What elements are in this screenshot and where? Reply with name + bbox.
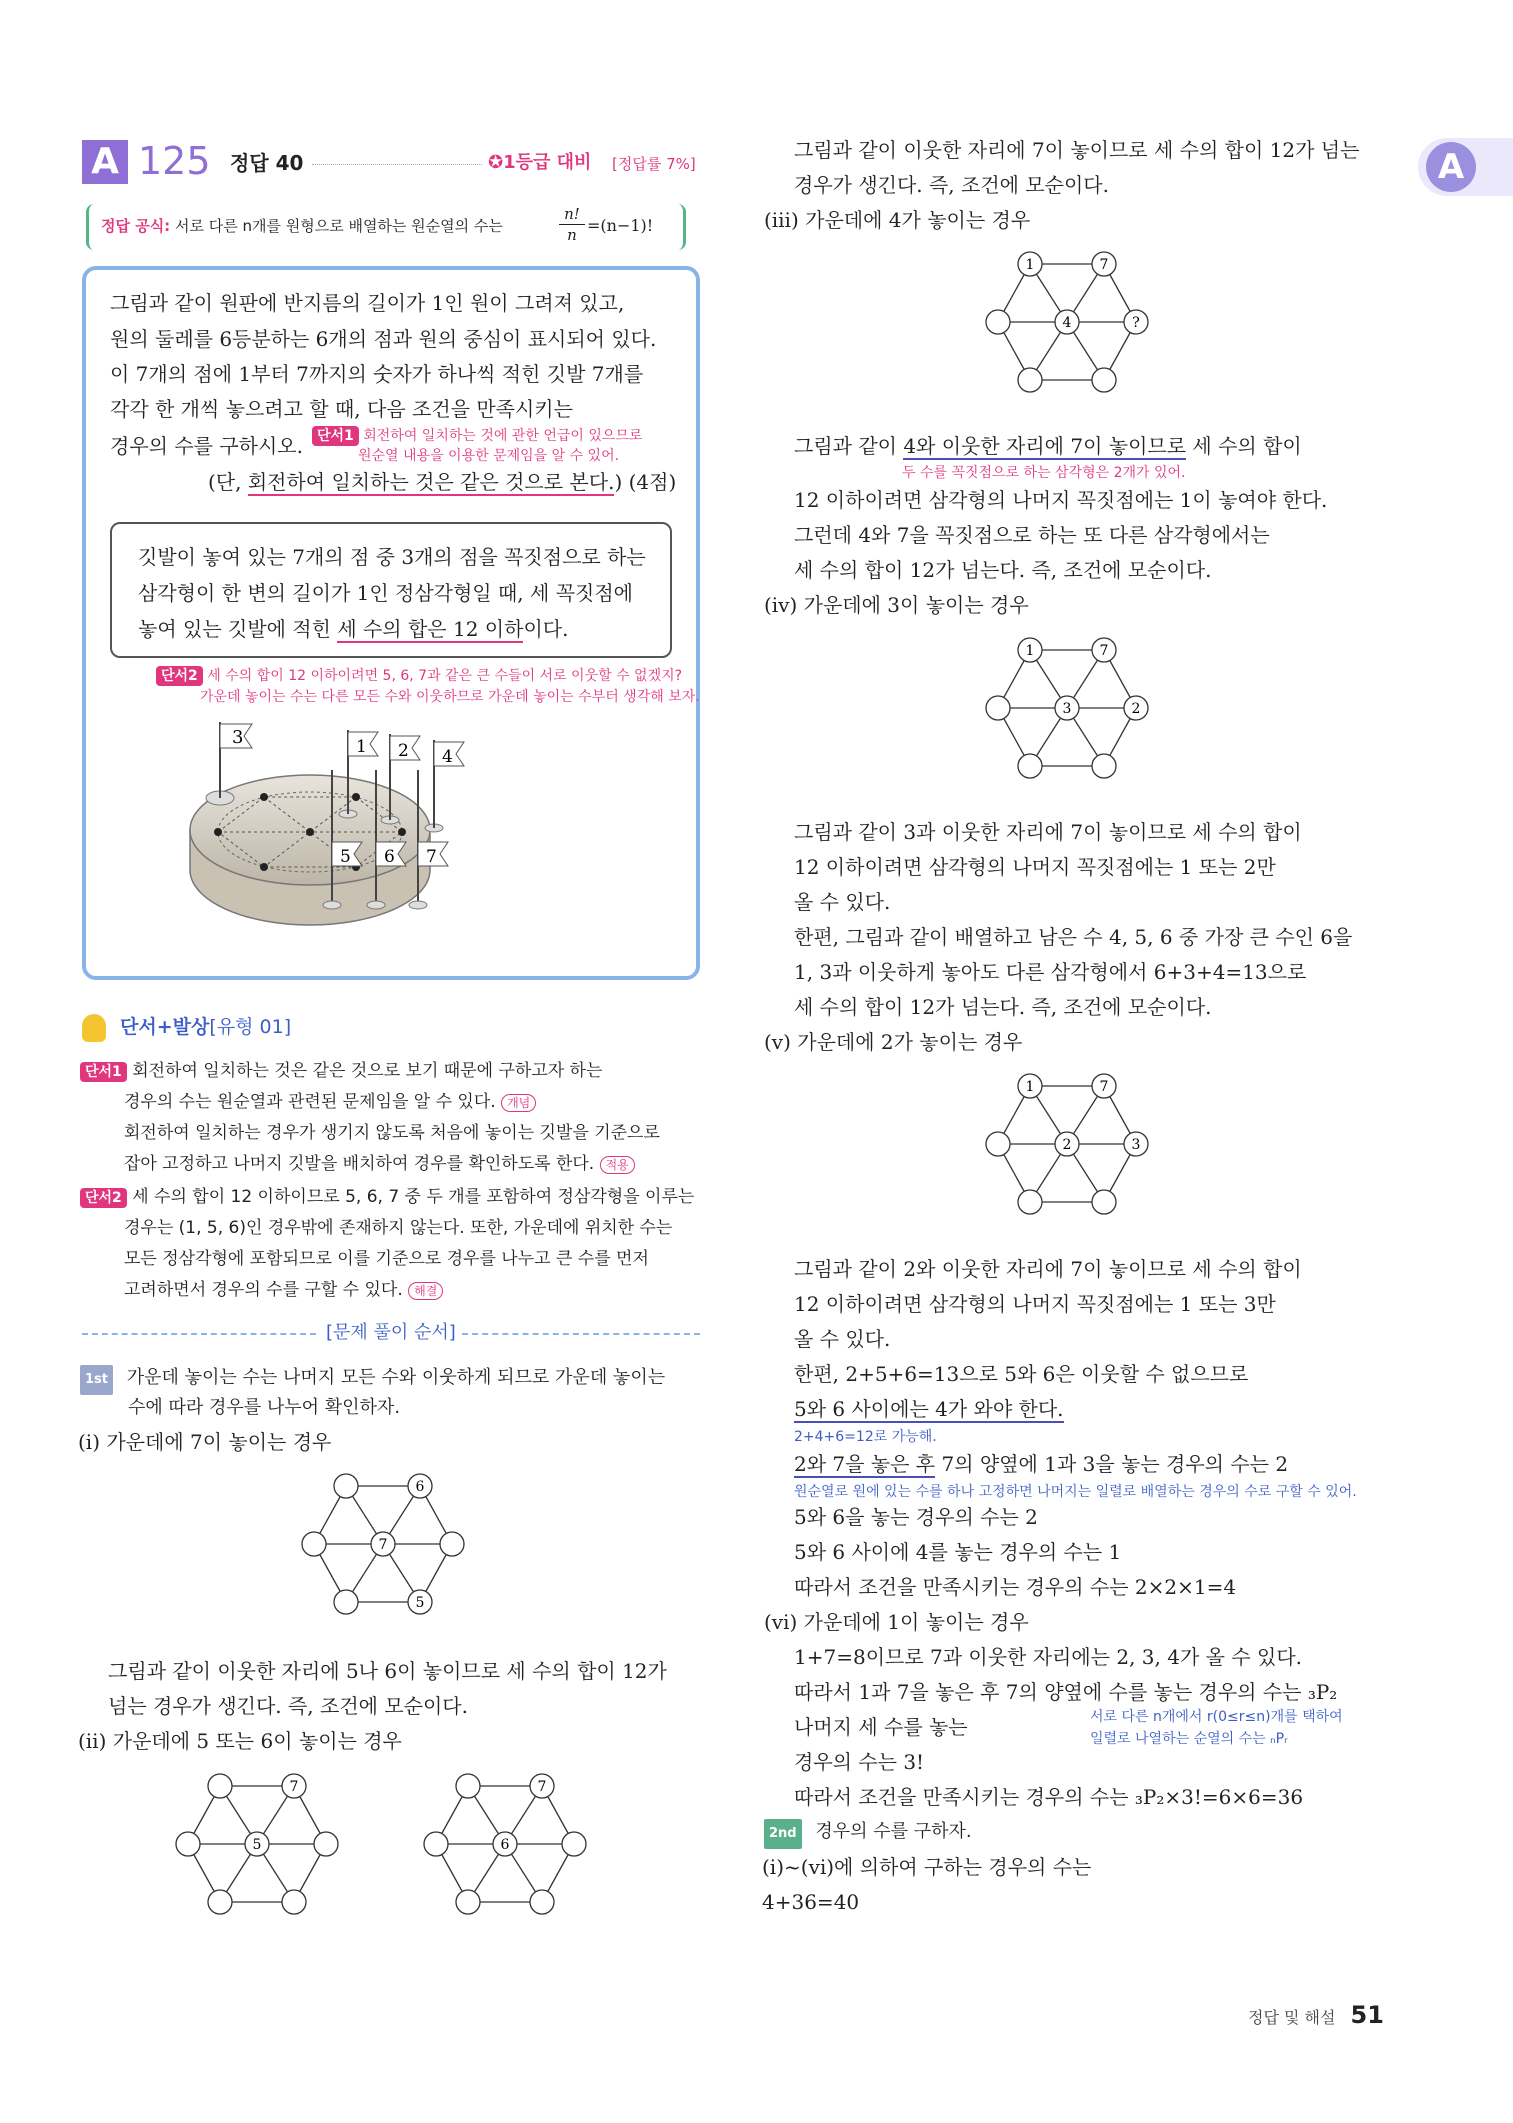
case5-rest-1: 5와 6을 놓는 경우의 수는 2 <box>794 1505 1038 1529</box>
case6-line3: 나머지 세 수를 놓는 <box>794 1715 968 1739</box>
analysis-h2-line4: 고려하면서 경우의 수를 구할 수 있다. 해결 <box>124 1277 443 1303</box>
diagram-case2a <box>172 1770 356 1930</box>
flag-4: 4 <box>442 747 453 767</box>
problem-line-2: 원의 둘레를 6등분하는 6개의 점과 원의 중심이 표시되어 있다. <box>110 327 657 351</box>
diagram-node-label: 7 <box>537 1779 547 1795</box>
flag-5: 5 <box>340 847 351 867</box>
diagram-node <box>440 1532 464 1556</box>
formula-label: 정답 공식: <box>101 217 171 235</box>
diagram-node <box>334 1590 358 1614</box>
diagram-node-label: 4 <box>1062 315 1072 331</box>
flag-3: 3 <box>232 727 244 748</box>
problem-condition: (단, 회전하여 일치하는 것은 같은 것으로 본다.) (4점) <box>208 470 677 494</box>
diagram-node <box>456 1774 480 1798</box>
problem-header <box>82 138 702 184</box>
step1-badge: 1st <box>80 1365 113 1395</box>
analysis-h2-line3: 모든 정삼각형에 포함되므로 이를 기준으로 경우를 나누고 큰 수를 먼저 <box>124 1249 649 1269</box>
diagram-node-label: ? <box>1132 315 1140 331</box>
case2-title: (ⅱ) 가운데에 5 또는 6이 놓이는 경우 <box>78 1729 402 1753</box>
tag-concept: 개념 <box>501 1094 536 1112</box>
case5-ul2: 2와 7을 놓은 후 7의 양옆에 1과 3을 놓는 경우의 수는 2 <box>794 1452 1289 1476</box>
flag-6: 6 <box>384 847 395 867</box>
case6-line4: 경우의 수는 3! <box>794 1750 925 1774</box>
case3-title: (ⅲ) 가운데에 4가 놓이는 경우 <box>764 208 1031 232</box>
case6-line1: 1+7=8이므로 7과 이웃한 자리에는 2, 3, 4가 올 수 있다. <box>794 1645 1302 1669</box>
hint1-line1: 회전하여 일치하는 것에 관한 언급이 있으므로 <box>363 428 643 444</box>
diagram-case2b <box>420 1770 604 1930</box>
diagram-node <box>208 1890 232 1914</box>
diagram-node-label: 3 <box>1062 701 1072 717</box>
case5-note2: 원순열로 원에 있는 수를 하나 고정하면 나머지는 일렬로 배열하는 경우의 수로 구할 수 있어. <box>794 1484 1357 1500</box>
order-divider-left <box>82 1333 316 1335</box>
problem-line-4: 각각 한 개씩 놓으려고 할 때, 다음 조건을 만족시키는 <box>110 397 573 421</box>
tag-apply: 적용 <box>600 1156 635 1174</box>
analysis-h1-line3: 회전하여 일치하는 경우가 생기지 않도록 처음에 놓이는 깃발을 기준으로 <box>124 1123 660 1143</box>
diagram-node <box>530 1774 554 1798</box>
case4-text-2: 12 이하이려면 삼각형의 나머지 꼭짓점에는 1 또는 2만 <box>794 855 1276 879</box>
diagram-node <box>1018 1074 1042 1098</box>
disk-illustration <box>170 710 620 960</box>
diagram-node <box>314 1832 338 1856</box>
case5-text-1: 그림과 같이 2와 이웃한 자리에 7이 놓이므로 세 수의 합이 <box>794 1257 1302 1281</box>
diagram-node-label: 1 <box>1025 257 1035 273</box>
bulb-icon <box>82 1014 106 1042</box>
analysis-title: 단서+발상[유형 01] <box>82 1012 291 1042</box>
formula-text: 서로 다른 n개를 원형으로 배열하는 원순열의 수는 <box>174 217 503 235</box>
diagram-node <box>1092 638 1116 662</box>
grade-label: ✪1등급 대비 <box>488 152 592 173</box>
diagram-node <box>302 1532 326 1556</box>
diagram-node-label: 2 <box>1062 1137 1072 1153</box>
final-line-2: 4+36=40 <box>762 1890 860 1914</box>
diagram-node <box>408 1474 432 1498</box>
side-tab <box>1418 138 1513 196</box>
diagram-case4 <box>982 634 1166 794</box>
diagram-node-label: 1 <box>1025 643 1035 659</box>
case5-text-3: 올 수 있다. <box>794 1327 891 1351</box>
case3-note: 두 수를 꼭짓점으로 하는 삼각형은 2개가 있어. <box>902 465 1186 481</box>
diagram-node-label: 3 <box>1131 1137 1141 1153</box>
case6-line5: 따라서 조건을 만족시키는 경우의 수는 ₃P₂×3!=6×6=36 <box>794 1785 1304 1809</box>
diagram-case1 <box>298 1470 482 1630</box>
analysis-h2-line1: 단서2 세 수의 합이 12 이하이므로 5, 6, 7 중 두 개를 포함하여 정삼각형을 이루는 <box>80 1184 694 1210</box>
step2: 2nd 경우의 수를 구하자. <box>764 1818 972 1849</box>
case5-rest-2: 5와 6 사이에 4를 놓는 경우의 수는 1 <box>794 1540 1122 1564</box>
case6-line2: 따라서 1과 7을 놓은 후 7의 양옆에 수를 놓는 경우의 수는 ₃P₂ <box>794 1680 1338 1704</box>
problem-line-1: 그림과 같이 원판에 반지름의 길이가 1인 원이 그려져 있고, <box>110 291 625 315</box>
diagram-node <box>1092 368 1116 392</box>
diagram-node-label: 5 <box>415 1595 425 1611</box>
order-title: [문제 풀이 순서] <box>326 1322 456 1343</box>
case4-text-3: 올 수 있다. <box>794 890 891 914</box>
case6-note1: 서로 다른 n개에서 r(0≤r≤n)개를 택하여 <box>1090 1709 1343 1725</box>
flag-7: 7 <box>426 847 437 867</box>
tag-solve: 해결 <box>408 1282 443 1300</box>
diagram-node <box>208 1774 232 1798</box>
case2-text-2: 경우가 생긴다. 즉, 조건에 모순이다. <box>794 173 1109 197</box>
diagram-node <box>986 310 1010 334</box>
diagram-node <box>1055 696 1079 720</box>
diagram-node <box>1092 1074 1116 1098</box>
condition-line-3: 놓여 있는 깃발에 적힌 세 수의 합은 12 이하이다. <box>138 617 569 641</box>
diagram-node-label: 6 <box>415 1479 425 1495</box>
diagram-node <box>245 1832 269 1856</box>
formula-tail: =(n−1)! <box>587 216 654 235</box>
diagram-node <box>986 696 1010 720</box>
diagram-node <box>424 1832 448 1856</box>
step2-badge: 2nd <box>764 1819 802 1849</box>
case3-rest-3: 세 수의 합이 12가 넘는다. 즉, 조건에 모순이다. <box>794 558 1212 582</box>
formula-box <box>86 204 686 250</box>
step1-line1: 1st 가운데 놓이는 수는 나머지 모든 수와 이웃하게 되므로 가운데 놓이는 <box>80 1364 665 1395</box>
header-dots <box>312 164 482 165</box>
case1-title: (ⅰ) 가운데에 7이 놓이는 경우 <box>78 1430 332 1454</box>
diagram-node <box>493 1832 517 1856</box>
footer <box>1248 2000 1384 2033</box>
case4-text-6: 세 수의 합이 12가 넘는다. 즉, 조건에 모순이다. <box>794 995 1212 1019</box>
diagram-node-label: 7 <box>289 1779 299 1795</box>
problem-line-3: 이 7개의 점에 1부터 7까지의 숫자가 하나씩 적힌 깃발 7개를 <box>110 362 644 386</box>
footer-label: 정답 및 해설 <box>1248 2008 1336 2027</box>
diagram-node <box>1124 310 1148 334</box>
case3-rest-1: 12 이하이려면 삼각형의 나머지 꼭짓점에는 1이 놓여야 한다. <box>794 488 1328 512</box>
case5-title: (ⅴ) 가운데에 2가 놓이는 경우 <box>764 1030 1023 1054</box>
diagram-node <box>1092 1190 1116 1214</box>
case5-note1: 2+4+6=12로 가능해. <box>794 1429 937 1445</box>
diagram-node <box>1124 696 1148 720</box>
flag-2: 2 <box>398 741 409 761</box>
diagram-node <box>1092 252 1116 276</box>
section-badge: A <box>82 140 128 184</box>
rate-label: [정답률 7%] <box>612 155 696 173</box>
diagram-node <box>1018 1190 1042 1214</box>
hint2-badge: 단서2 <box>156 666 203 686</box>
case4-text-4: 한편, 그림과 같이 배열하고 남은 수 4, 5, 6 중 가장 큰 수인 6을 <box>794 925 1353 949</box>
diagram-node <box>408 1590 432 1614</box>
diagram-node <box>282 1890 306 1914</box>
case3-line1: 그림과 같이 4와 이웃한 자리에 7이 놓이므로 세 수의 합이 <box>794 434 1302 458</box>
analysis-h1-line2: 경우의 수는 원순열과 관련된 문제임을 알 수 있다. 개념 <box>124 1089 536 1115</box>
hint1-badge: 단서1 <box>312 426 359 446</box>
case1-text-2: 넘는 경우가 생긴다. 즉, 조건에 모순이다. <box>108 1694 468 1718</box>
formula-fraction: n! n <box>559 204 585 245</box>
diagram-node <box>1018 252 1042 276</box>
diagram-node <box>562 1832 586 1856</box>
diagram-node-label: 2 <box>1131 701 1141 717</box>
case5-ul1: 5와 6 사이에는 4가 와야 한다. <box>794 1397 1064 1421</box>
diagram-node-label: 7 <box>1099 643 1109 659</box>
diagram-node-label: 7 <box>1099 1079 1109 1095</box>
hint2-line1: 세 수의 합이 12 이하이려면 5, 6, 7과 같은 큰 수들이 서로 이웃할 수 없겠지? <box>207 668 683 684</box>
diagram-node-label: 6 <box>500 1837 510 1853</box>
condition-line-2: 삼각형이 한 변의 길이가 1인 정삼각형일 때, 세 꼭짓점에 <box>138 581 633 605</box>
analysis-h1-line4: 잡아 고정하고 나머지 깃발을 배치하여 경우를 확인하도록 한다. 적용 <box>124 1151 635 1177</box>
hint1-line2: 원순열 내용을 이용한 문제임을 알 수 있어. <box>358 448 620 464</box>
case3-rest-2: 그런데 4와 7을 꼭짓점으로 하는 또 다른 삼각형에서는 <box>794 523 1270 547</box>
final-line-1: (ⅰ)~(ⅵ)에 의하여 구하는 경우의 수는 <box>762 1855 1092 1879</box>
diagram-node <box>282 1774 306 1798</box>
case4-text-1: 그림과 같이 3과 이웃한 자리에 7이 놓이므로 세 수의 합이 <box>794 820 1302 844</box>
star-icon: ✪ <box>488 152 504 173</box>
case1-text-1: 그림과 같이 이웃한 자리에 5나 6이 놓이므로 세 수의 합이 12가 <box>108 1659 667 1683</box>
diagram-node-label: 7 <box>1099 257 1109 273</box>
case4-title: (ⅳ) 가운데에 3이 놓이는 경우 <box>764 593 1029 617</box>
diagram-node <box>1124 1132 1148 1156</box>
hint1-note <box>312 426 642 446</box>
hint2-line2: 가운데 놓이는 수는 다른 모든 수와 이웃하므로 가운데 놓이는 수부터 생각해 보자. <box>200 689 700 705</box>
diagram-node <box>1018 368 1042 392</box>
diagram-node <box>986 1132 1010 1156</box>
side-tab-badge: A <box>1426 142 1476 192</box>
case6-title: (ⅵ) 가운데에 1이 놓이는 경우 <box>764 1610 1029 1634</box>
flag-1: 1 <box>356 737 367 757</box>
case5-text-2: 12 이하이려면 삼각형의 나머지 꼭짓점에는 1 또는 3만 <box>794 1292 1276 1316</box>
diagram-node-label: 1 <box>1025 1079 1035 1095</box>
condition-line-1: 깃발이 놓여 있는 7개의 점 중 3개의 점을 꼭짓점으로 하는 <box>138 545 646 569</box>
diagram-node <box>1055 310 1079 334</box>
diagram-case3 <box>982 248 1166 408</box>
page-number: 51 <box>1350 2001 1384 2029</box>
problem-number: 125 <box>138 139 211 183</box>
diagram-node <box>456 1890 480 1914</box>
order-divider-right <box>462 1333 700 1335</box>
step1-line2: 수에 따라 경우를 나누어 확인하자. <box>128 1397 401 1418</box>
case5-text-4: 한편, 2+5+6=13으로 5와 6은 이웃할 수 없으므로 <box>794 1362 1249 1386</box>
problem-line-5: 경우의 수를 구하시오. <box>110 434 303 458</box>
diagram-node-label: 5 <box>252 1837 262 1853</box>
diagram-node-label: 7 <box>378 1537 388 1553</box>
answer-label: 정답 40 <box>230 151 304 175</box>
diagram-node <box>1055 1132 1079 1156</box>
diagram-node <box>371 1532 395 1556</box>
hint2-note <box>156 666 682 686</box>
diagram-node <box>1018 638 1042 662</box>
diagram-node <box>1018 754 1042 778</box>
analysis-h2-line2: 경우는 (1, 5, 6)인 경우밖에 존재하지 않는다. 또한, 가운데에 위치한 수는 <box>124 1218 673 1238</box>
case4-text-5: 1, 3과 이웃하게 놓아도 다른 삼각형에서 6+3+4=13으로 <box>794 960 1307 984</box>
diagram-node <box>530 1890 554 1914</box>
diagram-case5 <box>982 1070 1166 1230</box>
diagram-node <box>176 1832 200 1856</box>
case6-note2: 일렬로 나열하는 순열의 수는 ₙPᵣ <box>1090 1731 1288 1747</box>
analysis-h1-line1: 단서1 회전하여 일치하는 것은 같은 것으로 보기 때문에 구하고자 하는 <box>80 1058 602 1084</box>
diagram-node <box>1092 754 1116 778</box>
case5-rest-3: 따라서 조건을 만족시키는 경우의 수는 2×2×1=4 <box>794 1575 1237 1599</box>
diagram-node <box>334 1474 358 1498</box>
case2-text-1: 그림과 같이 이웃한 자리에 7이 놓이므로 세 수의 합이 12가 넘는 <box>794 138 1360 162</box>
